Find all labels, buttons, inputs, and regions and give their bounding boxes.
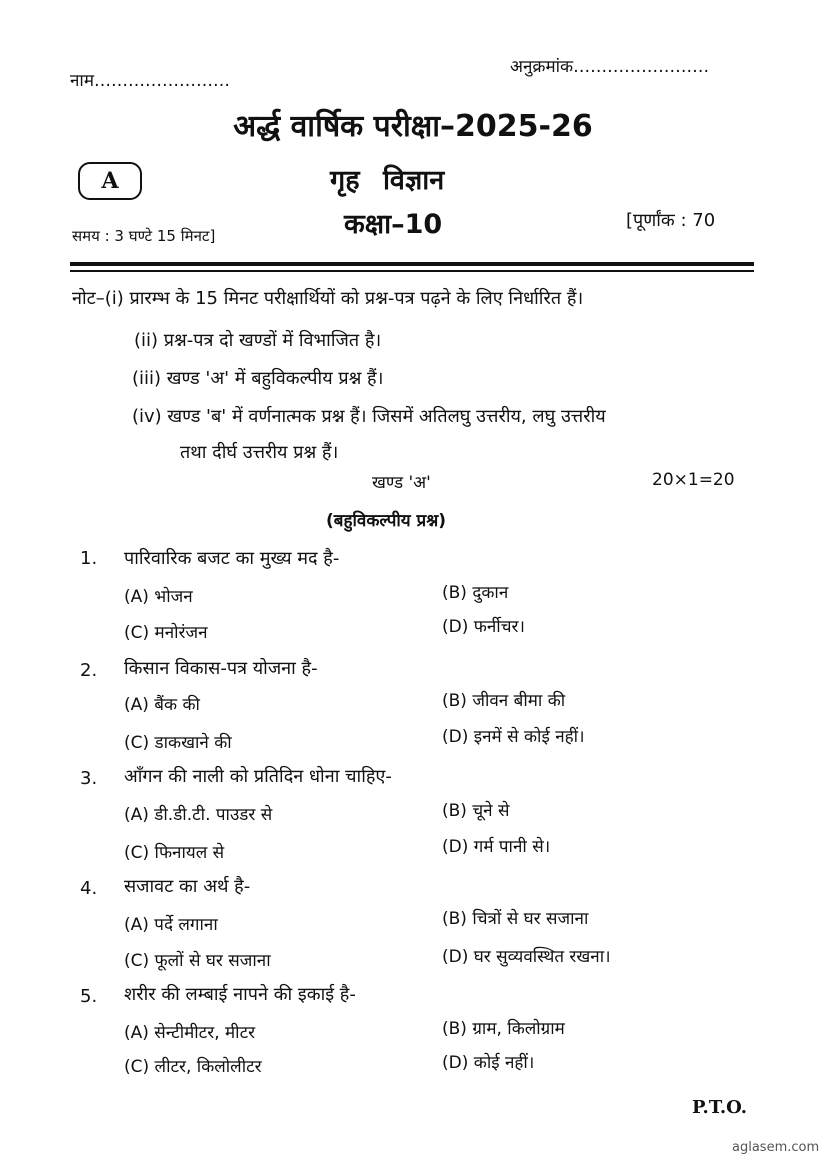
question-text: पारिवारिक बजट का मुख्य मद है-	[124, 548, 340, 569]
question-text: किसान विकास-पत्र योजना है-	[124, 658, 318, 679]
question-number: 3.	[80, 768, 98, 789]
option: (D) कोई नहीं।	[442, 1053, 535, 1073]
question-text: आँगन की नाली को प्रतिदिन धोना चाहिए-	[124, 766, 392, 787]
time-allowed: समय : 3 घण्टे 15 मिनट]	[72, 227, 216, 245]
option: (C) लीटर, किलोलीटर	[124, 1057, 262, 1077]
question-number: 5.	[80, 986, 98, 1007]
option: (B) ग्राम, किलोग्राम	[442, 1019, 565, 1039]
max-marks: [पूर्णांक : 70	[626, 210, 716, 231]
question-text: सजावट का अर्थ है-	[124, 876, 251, 897]
set-badge	[78, 162, 142, 200]
question-number: 2.	[80, 660, 98, 681]
watermark: aglasem.com	[732, 1140, 820, 1155]
section-marks: 20×1=20	[652, 470, 735, 490]
note-line: (ii) प्रश्न-पत्र दो खण्डों में विभाजित है।	[134, 330, 382, 351]
option: (D) गर्म पानी से।	[442, 837, 551, 857]
note-line: तथा दीर्घ उत्तरीय प्रश्न हैं।	[180, 442, 339, 463]
section-name: खण्ड 'अ'	[372, 473, 431, 493]
header-divider-thin	[70, 270, 754, 272]
please-turn-over: P.T.O.	[692, 1097, 748, 1118]
note-line: (iii) खण्ड 'अ' में बहुविकल्पीय प्रश्न हैं।	[132, 368, 384, 389]
option: (A) भोजन	[124, 587, 193, 607]
option: (C) फूलों से घर सजाना	[124, 951, 271, 971]
question-number: 4.	[80, 878, 98, 899]
subject-title: गृह विज्ञान	[330, 165, 445, 196]
option: (D) घर सुव्यवस्थित रखना।	[442, 947, 611, 967]
option: (B) जीवन बीमा की	[442, 691, 566, 711]
option: (A) बैंक की	[124, 695, 200, 715]
option: (A) सेन्टीमीटर, मीटर	[124, 1023, 256, 1043]
name-field-label: नाम……………………	[70, 71, 231, 91]
option: (B) चूने से	[442, 801, 510, 821]
option: (D) फर्नीचर।	[442, 617, 525, 637]
option: (A) पर्दे लगाना	[124, 915, 218, 935]
option: (A) डी.डी.टी. पाउडर से	[124, 805, 273, 825]
option: (D) इनमें से कोई नहीं।	[442, 727, 585, 747]
question-text: शरीर की लम्बाई नापने की इकाई है-	[124, 984, 356, 1005]
note-line: नोट–(i) प्रारम्भ के 15 मिनट परीक्षार्थियों को प्रश्न-पत्र पढ़ने के लिए निर्धारित हैं।	[72, 288, 584, 309]
set-letter: A	[101, 168, 119, 194]
option: (C) फिनायल से	[124, 843, 225, 863]
option: (B) चित्रों से घर सजाना	[442, 909, 589, 929]
section-type: (बहुविकल्पीय प्रश्न)	[326, 511, 447, 531]
exam-title: अर्द्ध वार्षिक परीक्षा–2025-26	[233, 109, 593, 144]
question-number: 1.	[80, 548, 98, 569]
option: (C) डाकखाने की	[124, 733, 232, 753]
option: (B) दुकान	[442, 583, 509, 603]
option: (C) मनोरंजन	[124, 623, 208, 643]
note-line: (iv) खण्ड 'ब' में वर्णनात्मक प्रश्न हैं। जिसमें अतिलघु उत्तरीय, लघु उत्तरीय	[132, 406, 606, 427]
header-divider-thick	[70, 262, 754, 266]
roll-number-field-label: अनुक्रमांक……………………	[510, 57, 710, 77]
class-label: कक्षा–10	[344, 209, 443, 240]
